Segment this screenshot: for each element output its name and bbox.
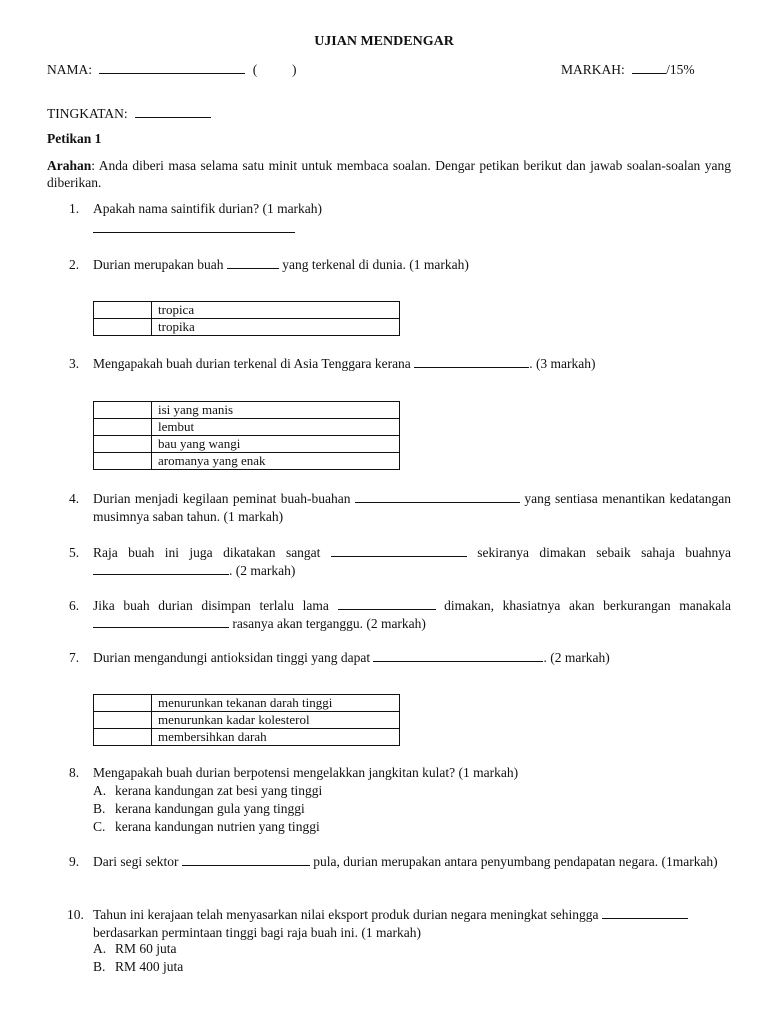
question-3 xyxy=(69,355,731,373)
choice-letter: C. xyxy=(93,819,106,834)
question-text xyxy=(93,544,731,580)
paren-open: ( xyxy=(252,62,258,77)
question-10 xyxy=(69,906,731,942)
question-text xyxy=(93,355,731,373)
question-7 xyxy=(69,649,731,667)
question-text xyxy=(93,256,731,274)
question-text-part: Jika buah durian disimpan terlalu lama xyxy=(93,598,329,613)
choices-10 xyxy=(93,940,183,976)
choice-text: RM 60 juta xyxy=(115,941,177,956)
arahan-label: Arahan xyxy=(47,158,92,173)
page-title: UJIAN MENDENGAR xyxy=(314,34,454,49)
question-text-part: yang sentiasa menantikan kedatangan musimnya saban tahun. (1 markah) xyxy=(93,491,731,524)
question-text: Mengapakah buah durian berpotensi mengelakkan jangkitan kulat? (1 markah) xyxy=(93,765,519,780)
question-number: 8. xyxy=(69,765,80,780)
arahan-text: : Anda diberi masa selama satu minit untuk membaca soalan. Dengar petikan berikut dan jawab soalan-soalan yang diberikan. xyxy=(47,158,731,190)
question-number: 9. xyxy=(69,854,80,869)
section-title: Petikan 1 xyxy=(47,131,102,146)
option-row xyxy=(94,436,400,453)
nama-blank[interactable] xyxy=(99,62,245,74)
answer-blank[interactable] xyxy=(331,545,467,557)
question-text xyxy=(93,649,731,667)
choice-text: kerana kandungan zat besi yang tinggi xyxy=(115,783,323,798)
question-6 xyxy=(69,597,731,633)
markah-label: MARKAH: xyxy=(561,62,625,77)
answer-line-1[interactable] xyxy=(93,232,295,233)
option-row xyxy=(94,319,400,336)
question-text xyxy=(93,853,731,871)
tingkatan-label: TINGKATAN: xyxy=(47,106,128,121)
nama-row xyxy=(47,62,297,78)
question-number: 4. xyxy=(69,491,80,506)
option-label: tropika xyxy=(152,319,400,336)
question-text xyxy=(93,490,731,526)
option-row xyxy=(94,402,400,419)
question-text-part: Durian mengandungi antioksidan tinggi yang dapat xyxy=(93,650,371,665)
option-row xyxy=(94,712,400,729)
question-text-part: Raja buah ini juga dikatakan sangat xyxy=(93,545,321,560)
question-number: 2. xyxy=(69,257,80,272)
question-number: 3. xyxy=(69,356,80,371)
choice-letter: A. xyxy=(93,783,107,798)
question-text-part: Dari segi sektor xyxy=(93,854,179,869)
option-row xyxy=(94,729,400,746)
markah-blank[interactable] xyxy=(632,62,666,74)
answer-blank[interactable] xyxy=(93,563,229,575)
answer-blank[interactable] xyxy=(227,257,279,269)
choice-text: RM 400 juta xyxy=(115,959,184,974)
question-text-part: . (3 markah) xyxy=(529,356,596,371)
option-row xyxy=(94,453,400,470)
choice-letter: A. xyxy=(93,941,107,956)
paren-close: ) xyxy=(292,62,297,77)
question-text-part: Mengapakah buah durian terkenal di Asia Tenggara kerana xyxy=(93,356,411,371)
choice-a[interactable] xyxy=(93,782,322,800)
option-checkbox[interactable] xyxy=(94,712,152,729)
question-text-part: rasanya akan terganggu. (2 markah) xyxy=(232,616,426,631)
answer-blank[interactable] xyxy=(373,650,543,662)
option-checkbox[interactable] xyxy=(94,453,152,470)
option-checkbox[interactable] xyxy=(94,402,152,419)
option-checkbox[interactable] xyxy=(94,319,152,336)
options-table-3 xyxy=(93,401,400,470)
question-5 xyxy=(69,544,731,580)
question-text-part: . (2 markah) xyxy=(543,650,610,665)
question-8 xyxy=(69,764,731,782)
option-label: membersihkan darah xyxy=(152,729,400,746)
option-label: isi yang manis xyxy=(152,402,400,419)
option-label: aromanya yang enak xyxy=(152,453,400,470)
option-row xyxy=(94,695,400,712)
question-text-part: yang terkenal di dunia. (1 markah) xyxy=(282,257,469,272)
answer-blank[interactable] xyxy=(182,854,310,866)
option-checkbox[interactable] xyxy=(94,436,152,453)
answer-blank[interactable] xyxy=(602,907,688,919)
question-text-part: . (2 markah) xyxy=(229,563,296,578)
question-text-part: dimakan, khasiatnya akan berkurangan manakala xyxy=(444,598,731,613)
answer-blank[interactable] xyxy=(93,616,229,628)
answer-blank[interactable] xyxy=(414,356,529,368)
answer-blank[interactable] xyxy=(338,598,436,610)
option-checkbox[interactable] xyxy=(94,302,152,319)
nama-label: NAMA: xyxy=(47,62,93,77)
question-number: 10. xyxy=(67,907,84,922)
choice-letter: B. xyxy=(93,959,106,974)
question-text-part: Durian menjadi kegilaan peminat buah-buahan xyxy=(93,491,351,506)
question-1 xyxy=(69,200,731,218)
question-text-part: pula, durian merupakan antara penyumbang pendapatan negara. (1markah) xyxy=(313,854,718,869)
choice-text: kerana kandungan gula yang tinggi xyxy=(115,801,305,816)
option-label: menurunkan tekanan darah tinggi xyxy=(152,695,400,712)
option-checkbox[interactable] xyxy=(94,419,152,436)
tingkatan-blank[interactable] xyxy=(135,106,211,118)
question-4 xyxy=(69,490,731,526)
option-checkbox[interactable] xyxy=(94,729,152,746)
question-text: Apakah nama saintifik durian? (1 markah) xyxy=(93,201,323,216)
option-label: bau yang wangi xyxy=(152,436,400,453)
choice-b[interactable] xyxy=(93,958,183,976)
option-checkbox[interactable] xyxy=(94,695,152,712)
question-text xyxy=(93,906,731,942)
option-row xyxy=(94,419,400,436)
option-row xyxy=(94,302,400,319)
question-text-part: Tahun ini kerajaan telah menyasarkan nilai eksport produk durian negara meningkat sehingga xyxy=(93,907,599,922)
option-label: tropica xyxy=(152,302,400,319)
markah-total: /15% xyxy=(666,62,695,77)
options-table-7 xyxy=(93,694,400,746)
markah-row xyxy=(561,62,695,78)
question-text-part: Durian merupakan buah xyxy=(93,257,224,272)
option-label: menurunkan kadar kolesterol xyxy=(152,712,400,729)
question-number: 5. xyxy=(69,545,80,560)
question-2 xyxy=(69,256,731,274)
question-text xyxy=(93,597,731,633)
question-number: 1. xyxy=(69,201,80,216)
choices-8 xyxy=(93,782,322,836)
question-number: 7. xyxy=(69,650,80,665)
choice-text: kerana kandungan nutrien yang tinggi xyxy=(115,819,320,834)
options-table-2 xyxy=(93,301,400,336)
option-label: lembut xyxy=(152,419,400,436)
choice-letter: B. xyxy=(93,801,106,816)
choice-c[interactable] xyxy=(93,818,322,836)
instructions xyxy=(47,157,731,191)
answer-blank[interactable] xyxy=(355,491,520,503)
question-9 xyxy=(69,853,731,871)
question-number: 6. xyxy=(69,598,80,613)
tingkatan-row xyxy=(47,106,211,122)
question-text-part: sekiranya dimakan sebaik sahaja buahnya xyxy=(477,545,732,560)
choice-a[interactable] xyxy=(93,940,183,958)
question-text-part: berdasarkan permintaan tinggi bagi raja buah ini. (1 markah) xyxy=(93,925,422,940)
choice-b[interactable] xyxy=(93,800,322,818)
